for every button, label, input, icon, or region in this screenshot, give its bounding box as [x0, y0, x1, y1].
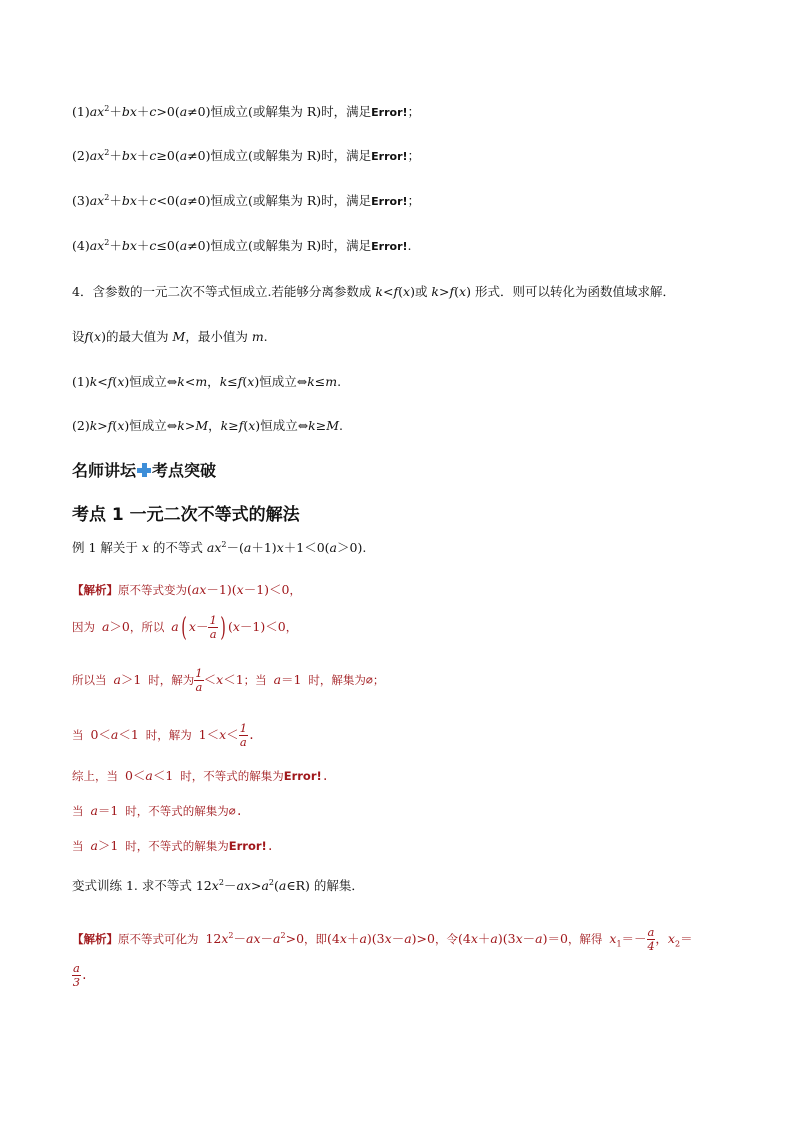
variant-1: 变式训练 1. 求不等式 $12x^2-ax>a^2(a\in R)$ 的解集． [72, 877, 364, 893]
plus-icon [137, 463, 151, 477]
solution-line-7: 当 a＞1 时，不等式的解集为Error!. [72, 838, 274, 853]
rule-2: (2)k>f(x)恒成立⇔k>M，k≥f(x)恒成立⇔k≥M. [72, 418, 344, 433]
solution-line-2: 因为 a＞0，所以 a( x－ $\frac{1}{a}$ ) (x－1)＜0， [72, 612, 298, 643]
item-4: 4．含参数的一元二次不等式恒成立.若能够分离参数成 k<f(x)或 k>f(x) 形式．则可以转化为函数值域求解． [72, 284, 675, 299]
section-heading: 名师讲坛 考点突破 [72, 461, 217, 480]
condition-1: $(1)ax^2+bx+c>0(a\ne 0)$恒成立(或解集为 R)时，满足Error!； [72, 103, 421, 119]
example-1: 例 1 解关于 x 的不等式 $ax^2-(a+1)x+1<0(a>0)$. [72, 539, 367, 555]
solution-line-4: 当 0＜a＜1 时，解为 1＜x＜ $\frac{1}{a}$ . [72, 721, 255, 749]
condition-2: $(2)ax^2+bx+c\ge 0(a\ne 0)$恒成立(或解集为 R)时，满足Error!； [72, 147, 421, 163]
solution-2-line-2: $\frac{a}{3}$ . [72, 961, 88, 989]
solution-line-6: 当 a＝1 时，不等式的解集为∅. [72, 803, 243, 818]
condition-4: $(4)ax^2+bx+c\le 0(a\ne 0)$恒成立(或解集为 R)时，满足Error!. [72, 237, 412, 253]
set-line: 设f(x)的最大值为 M，最小值为 m. [72, 329, 268, 344]
topic-heading: 考点 1 一元二次不等式的解法 [72, 505, 300, 525]
solution-line-3: 所以当 a＞1 时，解为 $\frac{1}{a}$ ＜x＜1；当 a＝1 时，解集为∅； [72, 666, 385, 694]
solution-line-5: 综上，当 0＜a＜1 时，不等式的解集为Error!. [72, 768, 329, 783]
solution-line-1: 【解析】原不等式变为(ax－1)(x－1)＜0， [72, 582, 301, 597]
condition-3: $(3)ax^2+bx+c<0(a\ne 0)$恒成立(或解集为 R)时，满足Error!； [72, 192, 421, 208]
solution-2-line-1: 【解析】原不等式可化为 $12x^2-ax-a^2>0$，即(4x＋a)(3x－a)>0，令(4x＋a)(3x－a)＝0，解得 $x_1=-$ $\frac{a}{4}$ ，$x_2=$ [72, 925, 693, 953]
rule-1: (1)k<f(x)恒成立⇔k<m，k≤f(x)恒成立⇔k≤m. [72, 374, 342, 389]
